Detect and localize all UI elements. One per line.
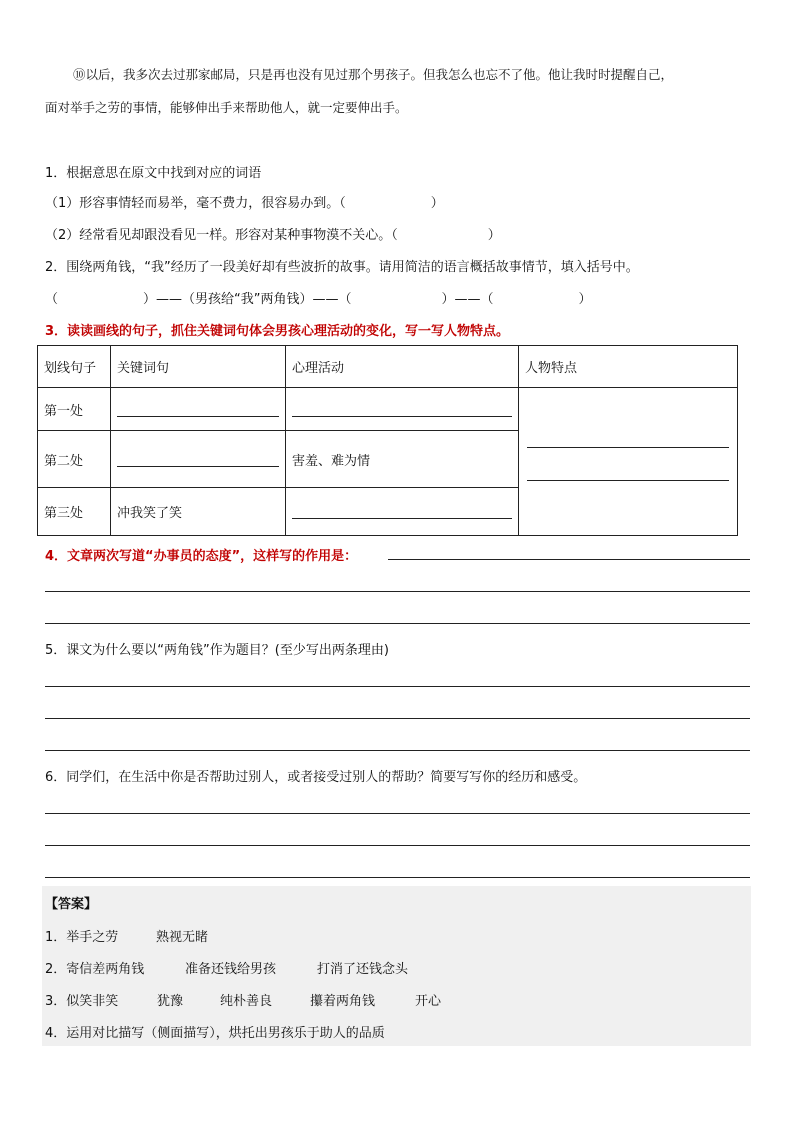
answer-2-item-2: 准备还钱给男孩 — [185, 962, 277, 977]
passage-paragraph-10 — [45, 58, 755, 124]
header-underlined-sentence: 划线句子 — [38, 346, 111, 388]
q1-sub1-text: （1）形容事情轻而易举，毫不费力，很容易办到。（ — [45, 196, 346, 211]
passage-line-2: 面对举手之劳的事情，能够伸出手来帮助他人，就一定要伸出手。 — [45, 100, 408, 115]
q6-answer-line-1[interactable] — [45, 813, 750, 814]
row-2-mind: 害羞、难为情 — [286, 431, 519, 488]
q2-open: （ — [45, 292, 59, 307]
q2-middle-2: ）——（ — [441, 292, 494, 307]
q4-answer-line-3[interactable] — [45, 623, 750, 624]
answer-3-item-2: 犹豫 — [157, 994, 184, 1009]
answer-3-item-5: 开心 — [415, 994, 442, 1009]
answer-1-item-2: 熟视无睹 — [156, 930, 209, 945]
answer-1-item-1: 1．举手之劳 — [45, 930, 119, 945]
q4-stem: 4．文章两次写道“办事员的态度”，这样写的作用是： — [45, 549, 358, 564]
row-2-keyword-blank[interactable] — [111, 431, 286, 488]
q4-answer-line-2[interactable] — [45, 591, 750, 592]
answer-2-item-1: 2．寄信差两角钱 — [45, 962, 145, 977]
row-3-mind-blank[interactable] — [286, 488, 519, 536]
answer-2-item-3: 打消了还钱念头 — [317, 962, 409, 977]
q1-sub1-close: ） — [430, 196, 444, 211]
q3-stem: 3．读读画线的句子，抓住关键词句体会男孩心理活动的变化，写一写人物特点。 — [45, 324, 510, 339]
q1-sub2-text: （2）经常看见却跟没看见一样。形容对某种事物漠不关心。（ — [45, 228, 398, 243]
q2-stem: 2．围绕两角钱，“我”经历了一段美好却有些波折的故事。请用简洁的语言概括故事情节，填入括号中。 — [45, 260, 639, 275]
q1-sub2-close: ） — [487, 228, 501, 243]
header-mental-activity: 心理活动 — [286, 346, 519, 388]
q2-close: ） — [578, 292, 592, 307]
q1-sub1 — [45, 192, 444, 211]
q5-answer-line-3[interactable] — [45, 750, 750, 751]
answer-2 — [45, 958, 408, 977]
header-keywords: 关键词句 — [111, 346, 286, 388]
answer-4 — [45, 1022, 385, 1041]
q4-answer-line-1[interactable] — [388, 559, 750, 560]
row-3-label: 第三处 — [38, 488, 111, 536]
character-traits-blank[interactable] — [519, 388, 738, 536]
passage-line-1: ⑩以后，我多次去过那家邮局，只是再也没有见过那个男孩子。但我怎么也忘不了他。他让我时时提醒自己， — [73, 67, 674, 82]
q3-table — [37, 345, 738, 536]
q5-answer-line-2[interactable] — [45, 718, 750, 719]
answer-title: 【答案】 — [45, 897, 98, 912]
answer-3-item-4: 攥着两角钱 — [310, 994, 376, 1009]
q5-answer-line-1[interactable] — [45, 686, 750, 687]
q6-stem: 6．同学们，在生活中你是否帮助过别人，或者接受过别人的帮助？简要写写你的经历和感受。 — [45, 770, 587, 785]
q2-brackets — [45, 288, 592, 307]
q5-stem: 5．课文为什么要以“两角钱”作为题目？(至少写出两条理由) — [45, 643, 389, 658]
q2-middle: ）——（男孩给“我”两角钱）——（ — [143, 292, 352, 307]
q6-answer-line-3[interactable] — [45, 877, 750, 878]
row-1-keyword-blank[interactable] — [111, 388, 286, 431]
answer-3-item-3: 纯朴善良 — [220, 994, 273, 1009]
answer-3-item-1: 3．似笑非笑 — [45, 994, 119, 1009]
header-character-traits: 人物特点 — [519, 346, 738, 388]
row-1-mind-blank[interactable] — [286, 388, 519, 431]
row-1-label: 第一处 — [38, 388, 111, 431]
q1-stem: 1．根据意思在原文中找到对应的词语 — [45, 166, 262, 181]
answer-1 — [45, 926, 208, 945]
q6-answer-line-2[interactable] — [45, 845, 750, 846]
row-3-keyword: 冲我笑了笑 — [111, 488, 286, 536]
row-2-label: 第二处 — [38, 431, 111, 488]
answer-3 — [45, 990, 441, 1009]
answer-4-item-1: 4．运用对比描写（侧面描写），烘托出男孩乐于助人的品质 — [45, 1026, 385, 1041]
q1-sub2 — [45, 224, 501, 243]
